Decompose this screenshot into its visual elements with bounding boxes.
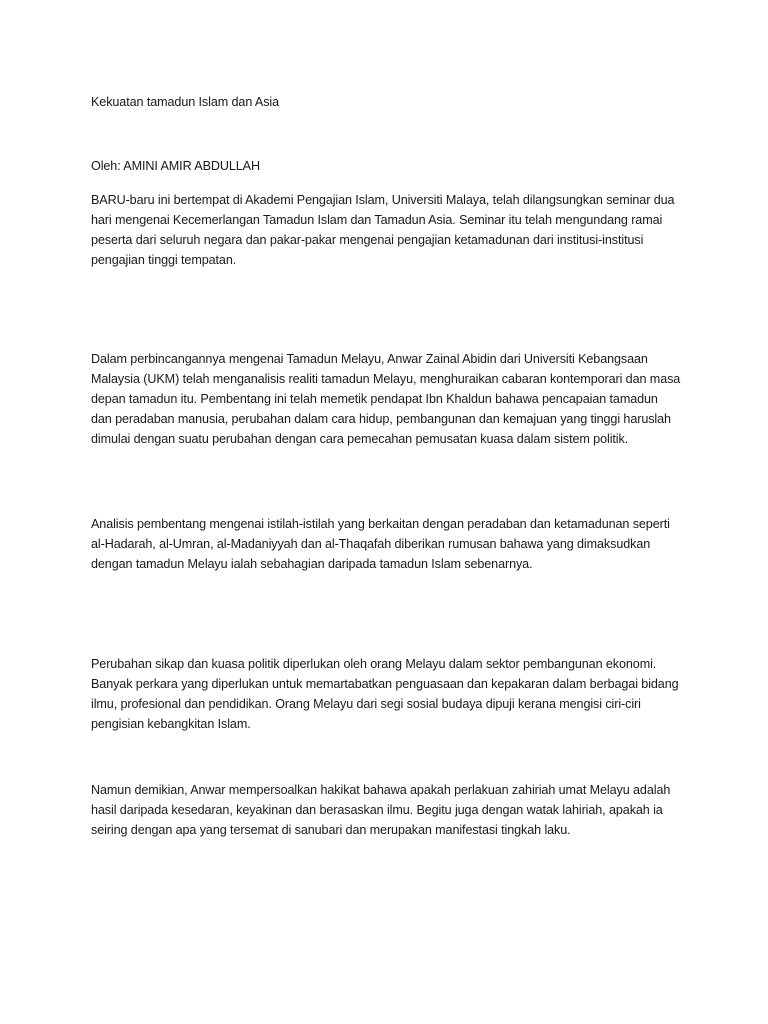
paragraph-3: Analisis pembentang mengenai istilah-istilah yang berkaitan dengan peradaban dan ketamadunan seperti al-Hadarah, al-Umran, al-Madaniyyah dan al-Thaqafah diberikan rumusan bahawa yang dimaksudkan dengan tamadun Melayu ialah sebahagian daripada tamadun Islam sebenarnya. <box>91 517 670 571</box>
article-byline: Oleh: AMINI AMIR ABDULLAH <box>91 159 260 173</box>
paragraph-5: Namun demikian, Anwar mempersoalkan hakikat bahawa apakah perlakuan zahiriah umat Melayu adalah hasil daripada kesedaran, keyakinan dan berasaskan ilmu. Begitu juga dengan watak lahiriah, apakah ia seiring dengan apa yang tersemat di sanubari dan merupakan manifestasi tingkah laku. <box>91 783 671 837</box>
article-title: Kekuatan tamadun Islam dan Asia <box>91 95 280 109</box>
paragraph-2: Dalam perbincangannya mengenai Tamadun Melayu, Anwar Zainal Abidin dari Universiti Kebangsaan Malaysia (UKM) telah menganalisis realiti tamadun Melayu, menghuraikan cabaran kontemporari dan masa depan tamadun itu. Pembentang ini telah memetik pendapat Ibn Khaldun bahawa pencapaian tamadun dan peradaban manusia, perubahan dalam cara hidup, pembangunan dan kemajuan yang tinggi haruslah dimulai dengan suatu perubahan dengan cara pemecahan pemusatan kuasa dalam sistem politik. <box>91 352 681 446</box>
paragraph-1: BARU-baru ini bertempat di Akademi Pengajian Islam, Universiti Malaya, telah dilangsungkan seminar dua hari mengenai Kecemerlangan Tamadun Islam dan Tamadun Asia. Seminar itu telah mengundang ramai peserta dari seluruh negara dan pakar-pakar mengenai pengajian ketamadunan dari institusi-institusi pengajian tinggi tempatan. <box>91 193 675 267</box>
paragraph-4: Perubahan sikap dan kuasa politik diperlukan oleh orang Melayu dalam sektor pembangunan ekonomi. Banyak perkara yang diperlukan untuk memartabatkan penguasaan dan kepakaran dalam berbagai bidang ilmu, profesional dan pendidikan. Orang Melayu dari segi sosial budaya dipuji kerana mengisi ciri-ciri pengisian kebangkitan Islam. <box>91 657 679 731</box>
